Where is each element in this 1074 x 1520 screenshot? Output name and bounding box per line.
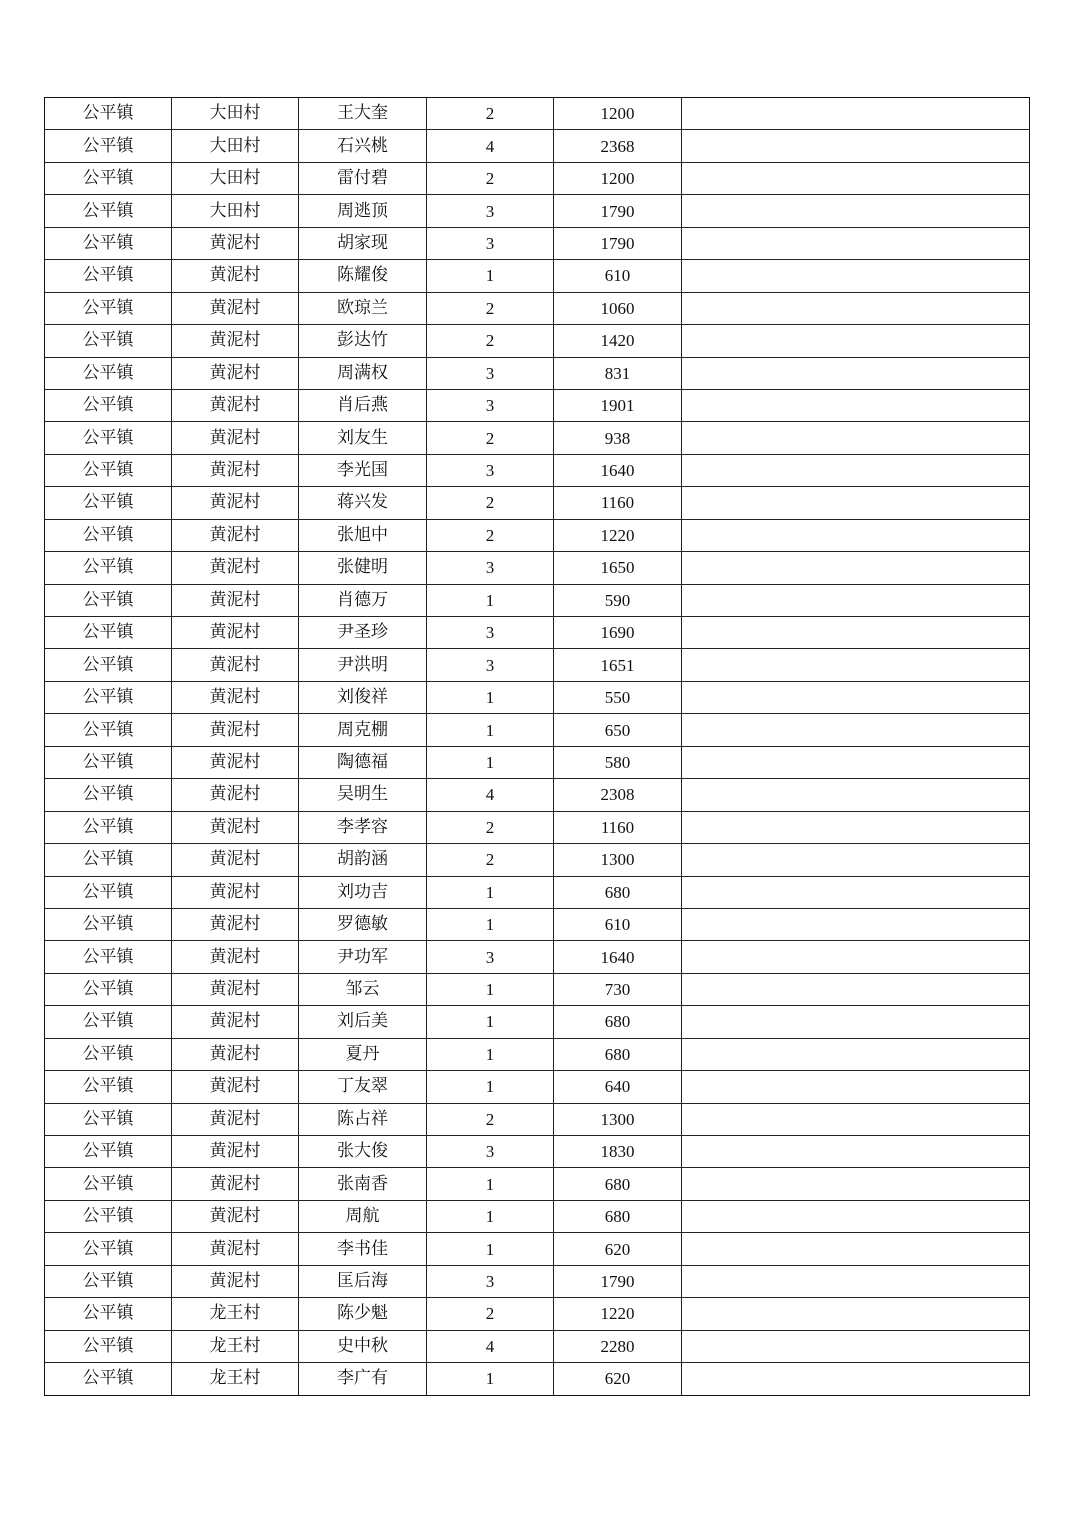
remark-cell — [682, 941, 1030, 973]
town-cell: 公平镇 — [45, 487, 172, 519]
town-cell: 公平镇 — [45, 584, 172, 616]
table-row — [45, 811, 1030, 843]
town-cell: 公平镇 — [45, 130, 172, 162]
town-cell: 公平镇 — [45, 98, 172, 130]
name-cell: 丁友翠 — [299, 1071, 427, 1103]
village-cell: 黄泥村 — [172, 746, 299, 778]
village-cell: 黄泥村 — [172, 844, 299, 876]
amount-cell: 650 — [554, 714, 682, 746]
town-cell: 公平镇 — [45, 422, 172, 454]
village-cell: 黄泥村 — [172, 1071, 299, 1103]
amount-cell: 1220 — [554, 1298, 682, 1330]
table-row — [45, 1233, 1030, 1265]
amount-cell: 1901 — [554, 389, 682, 421]
village-cell: 大田村 — [172, 130, 299, 162]
table-row — [45, 1298, 1030, 1330]
name-cell: 胡家现 — [299, 227, 427, 259]
table-row — [45, 617, 1030, 649]
village-cell: 黄泥村 — [172, 260, 299, 292]
village-cell: 黄泥村 — [172, 779, 299, 811]
village-cell: 黄泥村 — [172, 325, 299, 357]
village-cell: 龙王村 — [172, 1363, 299, 1395]
remark-cell — [682, 584, 1030, 616]
amount-cell: 680 — [554, 1006, 682, 1038]
amount-cell: 610 — [554, 260, 682, 292]
village-cell: 黄泥村 — [172, 1136, 299, 1168]
village-cell: 黄泥村 — [172, 1200, 299, 1232]
table-row — [45, 1136, 1030, 1168]
town-cell: 公平镇 — [45, 1298, 172, 1330]
town-cell: 公平镇 — [45, 1103, 172, 1135]
town-cell: 公平镇 — [45, 195, 172, 227]
town-cell: 公平镇 — [45, 1233, 172, 1265]
remark-cell — [682, 844, 1030, 876]
remark-cell — [682, 1071, 1030, 1103]
amount-cell: 1640 — [554, 941, 682, 973]
name-cell: 王大奎 — [299, 98, 427, 130]
persons-cell: 2 — [427, 98, 554, 130]
remark-cell — [682, 1103, 1030, 1135]
persons-cell: 1 — [427, 876, 554, 908]
table-row — [45, 649, 1030, 681]
amount-cell: 1060 — [554, 292, 682, 324]
village-cell: 黄泥村 — [172, 973, 299, 1005]
village-cell: 黄泥村 — [172, 552, 299, 584]
remark-cell — [682, 779, 1030, 811]
persons-cell: 4 — [427, 130, 554, 162]
amount-cell: 1830 — [554, 1136, 682, 1168]
table-row — [45, 1071, 1030, 1103]
remark-cell — [682, 98, 1030, 130]
town-cell: 公平镇 — [45, 325, 172, 357]
remark-cell — [682, 260, 1030, 292]
persons-cell: 4 — [427, 1330, 554, 1362]
town-cell: 公平镇 — [45, 1363, 172, 1395]
town-cell: 公平镇 — [45, 746, 172, 778]
remark-cell — [682, 454, 1030, 486]
persons-cell: 2 — [427, 162, 554, 194]
village-cell: 黄泥村 — [172, 1006, 299, 1038]
amount-cell: 620 — [554, 1233, 682, 1265]
town-cell: 公平镇 — [45, 681, 172, 713]
name-cell: 周航 — [299, 1200, 427, 1232]
village-cell: 黄泥村 — [172, 617, 299, 649]
village-cell: 黄泥村 — [172, 357, 299, 389]
name-cell: 石兴桃 — [299, 130, 427, 162]
table-row — [45, 584, 1030, 616]
persons-cell: 2 — [427, 1103, 554, 1135]
name-cell: 匡后海 — [299, 1265, 427, 1297]
village-cell: 黄泥村 — [172, 389, 299, 421]
table-row — [45, 746, 1030, 778]
town-cell: 公平镇 — [45, 714, 172, 746]
table-row — [45, 162, 1030, 194]
table-row — [45, 422, 1030, 454]
document-page — [44, 97, 1029, 1396]
village-cell: 黄泥村 — [172, 454, 299, 486]
table-row — [45, 1168, 1030, 1200]
persons-cell: 1 — [427, 1168, 554, 1200]
name-cell: 刘友生 — [299, 422, 427, 454]
amount-cell: 580 — [554, 746, 682, 778]
table-row — [45, 714, 1030, 746]
persons-cell: 3 — [427, 389, 554, 421]
amount-cell: 590 — [554, 584, 682, 616]
table-row — [45, 1200, 1030, 1232]
village-cell: 黄泥村 — [172, 1168, 299, 1200]
persons-cell: 1 — [427, 1038, 554, 1070]
name-cell: 肖德万 — [299, 584, 427, 616]
name-cell: 雷付碧 — [299, 162, 427, 194]
remark-cell — [682, 195, 1030, 227]
remark-cell — [682, 714, 1030, 746]
persons-cell: 1 — [427, 681, 554, 713]
name-cell: 张旭中 — [299, 519, 427, 551]
amount-cell: 680 — [554, 1038, 682, 1070]
town-cell: 公平镇 — [45, 1038, 172, 1070]
remark-cell — [682, 1200, 1030, 1232]
table-row — [45, 454, 1030, 486]
table-row — [45, 1363, 1030, 1395]
remark-cell — [682, 389, 1030, 421]
table-row — [45, 973, 1030, 1005]
village-cell: 黄泥村 — [172, 811, 299, 843]
town-cell: 公平镇 — [45, 1200, 172, 1232]
table-row — [45, 325, 1030, 357]
name-cell: 李光国 — [299, 454, 427, 486]
name-cell: 李书佳 — [299, 1233, 427, 1265]
table-row — [45, 779, 1030, 811]
remark-cell — [682, 325, 1030, 357]
table-row — [45, 1038, 1030, 1070]
persons-cell: 3 — [427, 552, 554, 584]
amount-cell: 1790 — [554, 227, 682, 259]
amount-cell: 1300 — [554, 1103, 682, 1135]
village-cell: 黄泥村 — [172, 519, 299, 551]
table-row — [45, 844, 1030, 876]
name-cell: 张南香 — [299, 1168, 427, 1200]
amount-cell: 1651 — [554, 649, 682, 681]
table-row — [45, 260, 1030, 292]
remark-cell — [682, 130, 1030, 162]
amount-cell: 2280 — [554, 1330, 682, 1362]
name-cell: 李广有 — [299, 1363, 427, 1395]
table-row — [45, 519, 1030, 551]
persons-cell: 4 — [427, 779, 554, 811]
persons-cell: 1 — [427, 1006, 554, 1038]
name-cell: 刘后美 — [299, 1006, 427, 1038]
town-cell: 公平镇 — [45, 811, 172, 843]
remark-cell — [682, 681, 1030, 713]
table-row — [45, 876, 1030, 908]
persons-cell: 3 — [427, 1265, 554, 1297]
town-cell: 公平镇 — [45, 1265, 172, 1297]
persons-cell: 3 — [427, 454, 554, 486]
table-row — [45, 487, 1030, 519]
village-cell: 黄泥村 — [172, 1233, 299, 1265]
town-cell: 公平镇 — [45, 227, 172, 259]
name-cell: 李孝容 — [299, 811, 427, 843]
name-cell: 吴明生 — [299, 779, 427, 811]
persons-cell: 3 — [427, 941, 554, 973]
persons-cell: 2 — [427, 325, 554, 357]
village-cell: 大田村 — [172, 195, 299, 227]
table-row — [45, 389, 1030, 421]
town-cell: 公平镇 — [45, 941, 172, 973]
remark-cell — [682, 973, 1030, 1005]
table-row — [45, 681, 1030, 713]
amount-cell: 2368 — [554, 130, 682, 162]
remark-cell — [682, 487, 1030, 519]
amount-cell: 2308 — [554, 779, 682, 811]
table-row — [45, 195, 1030, 227]
name-cell: 张健明 — [299, 552, 427, 584]
town-cell: 公平镇 — [45, 357, 172, 389]
amount-cell: 1650 — [554, 552, 682, 584]
village-cell: 黄泥村 — [172, 714, 299, 746]
amount-cell: 1640 — [554, 454, 682, 486]
remark-cell — [682, 552, 1030, 584]
town-cell: 公平镇 — [45, 844, 172, 876]
town-cell: 公平镇 — [45, 1330, 172, 1362]
name-cell: 陈占祥 — [299, 1103, 427, 1135]
amount-cell: 1300 — [554, 844, 682, 876]
persons-cell: 2 — [427, 811, 554, 843]
amount-cell: 640 — [554, 1071, 682, 1103]
amount-cell: 831 — [554, 357, 682, 389]
remark-cell — [682, 908, 1030, 940]
table-row — [45, 227, 1030, 259]
village-cell: 龙王村 — [172, 1298, 299, 1330]
town-cell: 公平镇 — [45, 1071, 172, 1103]
town-cell: 公平镇 — [45, 260, 172, 292]
persons-cell: 2 — [427, 487, 554, 519]
table-row — [45, 98, 1030, 130]
table-row — [45, 1103, 1030, 1135]
amount-cell: 1200 — [554, 98, 682, 130]
town-cell: 公平镇 — [45, 1136, 172, 1168]
town-cell: 公平镇 — [45, 617, 172, 649]
village-cell: 黄泥村 — [172, 908, 299, 940]
persons-cell: 1 — [427, 714, 554, 746]
persons-cell: 2 — [427, 422, 554, 454]
remark-cell — [682, 357, 1030, 389]
amount-cell: 1220 — [554, 519, 682, 551]
amount-cell: 1790 — [554, 1265, 682, 1297]
persons-cell: 3 — [427, 227, 554, 259]
name-cell: 史中秋 — [299, 1330, 427, 1362]
roster-table-body — [45, 98, 1030, 1396]
town-cell: 公平镇 — [45, 389, 172, 421]
village-cell: 大田村 — [172, 98, 299, 130]
amount-cell: 1790 — [554, 195, 682, 227]
table-row — [45, 357, 1030, 389]
town-cell: 公平镇 — [45, 649, 172, 681]
town-cell: 公平镇 — [45, 162, 172, 194]
name-cell: 张大俊 — [299, 1136, 427, 1168]
name-cell: 陶德福 — [299, 746, 427, 778]
persons-cell: 1 — [427, 1071, 554, 1103]
persons-cell: 1 — [427, 908, 554, 940]
persons-cell: 1 — [427, 973, 554, 1005]
name-cell: 陈少魁 — [299, 1298, 427, 1330]
town-cell: 公平镇 — [45, 908, 172, 940]
amount-cell: 1200 — [554, 162, 682, 194]
table-row — [45, 1330, 1030, 1362]
village-cell: 黄泥村 — [172, 1103, 299, 1135]
remark-cell — [682, 1233, 1030, 1265]
town-cell: 公平镇 — [45, 973, 172, 1005]
name-cell: 刘功吉 — [299, 876, 427, 908]
name-cell: 肖后燕 — [299, 389, 427, 421]
amount-cell: 680 — [554, 1200, 682, 1232]
persons-cell: 1 — [427, 1200, 554, 1232]
remark-cell — [682, 1168, 1030, 1200]
remark-cell — [682, 1265, 1030, 1297]
roster-table — [44, 97, 1030, 1396]
remark-cell — [682, 876, 1030, 908]
name-cell: 刘俊祥 — [299, 681, 427, 713]
village-cell: 黄泥村 — [172, 227, 299, 259]
remark-cell — [682, 1363, 1030, 1395]
amount-cell: 730 — [554, 973, 682, 1005]
village-cell: 龙王村 — [172, 1330, 299, 1362]
amount-cell: 610 — [554, 908, 682, 940]
table-row — [45, 292, 1030, 324]
persons-cell: 3 — [427, 357, 554, 389]
village-cell: 黄泥村 — [172, 681, 299, 713]
town-cell: 公平镇 — [45, 292, 172, 324]
persons-cell: 1 — [427, 584, 554, 616]
amount-cell: 680 — [554, 876, 682, 908]
remark-cell — [682, 292, 1030, 324]
name-cell: 罗德敏 — [299, 908, 427, 940]
amount-cell: 1420 — [554, 325, 682, 357]
town-cell: 公平镇 — [45, 876, 172, 908]
persons-cell: 1 — [427, 1233, 554, 1265]
persons-cell: 2 — [427, 519, 554, 551]
town-cell: 公平镇 — [45, 1006, 172, 1038]
persons-cell: 3 — [427, 195, 554, 227]
remark-cell — [682, 811, 1030, 843]
name-cell: 周逃顶 — [299, 195, 427, 227]
persons-cell: 3 — [427, 649, 554, 681]
amount-cell: 680 — [554, 1168, 682, 1200]
name-cell: 尹圣珍 — [299, 617, 427, 649]
town-cell: 公平镇 — [45, 779, 172, 811]
persons-cell: 2 — [427, 292, 554, 324]
table-row — [45, 130, 1030, 162]
name-cell: 蒋兴发 — [299, 487, 427, 519]
name-cell: 胡韵涵 — [299, 844, 427, 876]
name-cell: 尹洪明 — [299, 649, 427, 681]
remark-cell — [682, 649, 1030, 681]
persons-cell: 3 — [427, 1136, 554, 1168]
remark-cell — [682, 519, 1030, 551]
village-cell: 黄泥村 — [172, 292, 299, 324]
remark-cell — [682, 1006, 1030, 1038]
village-cell: 大田村 — [172, 162, 299, 194]
table-row — [45, 552, 1030, 584]
town-cell: 公平镇 — [45, 454, 172, 486]
village-cell: 黄泥村 — [172, 1038, 299, 1070]
amount-cell: 620 — [554, 1363, 682, 1395]
persons-cell: 2 — [427, 844, 554, 876]
village-cell: 黄泥村 — [172, 422, 299, 454]
persons-cell: 3 — [427, 617, 554, 649]
village-cell: 黄泥村 — [172, 487, 299, 519]
name-cell: 欧琼兰 — [299, 292, 427, 324]
remark-cell — [682, 1136, 1030, 1168]
amount-cell: 1690 — [554, 617, 682, 649]
remark-cell — [682, 422, 1030, 454]
remark-cell — [682, 162, 1030, 194]
name-cell: 彭达竹 — [299, 325, 427, 357]
persons-cell: 1 — [427, 746, 554, 778]
name-cell: 夏丹 — [299, 1038, 427, 1070]
table-row — [45, 908, 1030, 940]
remark-cell — [682, 746, 1030, 778]
remark-cell — [682, 1330, 1030, 1362]
remark-cell — [682, 227, 1030, 259]
persons-cell: 1 — [427, 1363, 554, 1395]
name-cell: 尹功军 — [299, 941, 427, 973]
table-row — [45, 941, 1030, 973]
village-cell: 黄泥村 — [172, 584, 299, 616]
amount-cell: 938 — [554, 422, 682, 454]
amount-cell: 550 — [554, 681, 682, 713]
persons-cell: 2 — [427, 1298, 554, 1330]
remark-cell — [682, 1038, 1030, 1070]
village-cell: 黄泥村 — [172, 1265, 299, 1297]
name-cell: 周满权 — [299, 357, 427, 389]
town-cell: 公平镇 — [45, 519, 172, 551]
name-cell: 陈耀俊 — [299, 260, 427, 292]
name-cell: 邹云 — [299, 973, 427, 1005]
village-cell: 黄泥村 — [172, 941, 299, 973]
persons-cell: 1 — [427, 260, 554, 292]
town-cell: 公平镇 — [45, 552, 172, 584]
remark-cell — [682, 1298, 1030, 1330]
town-cell: 公平镇 — [45, 1168, 172, 1200]
name-cell: 周克棚 — [299, 714, 427, 746]
table-row — [45, 1265, 1030, 1297]
village-cell: 黄泥村 — [172, 649, 299, 681]
remark-cell — [682, 617, 1030, 649]
amount-cell: 1160 — [554, 487, 682, 519]
amount-cell: 1160 — [554, 811, 682, 843]
village-cell: 黄泥村 — [172, 876, 299, 908]
table-row — [45, 1006, 1030, 1038]
